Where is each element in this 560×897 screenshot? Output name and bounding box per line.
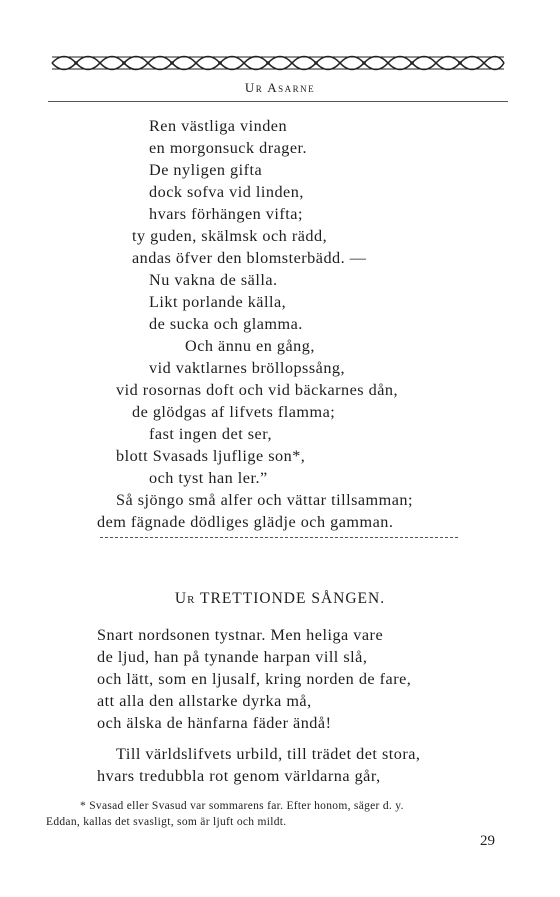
footnote-line: Eddan, kallas det svasligt, som är ljuft och mildt. [46,816,287,828]
poem-line: de sucka och glamma. [149,315,303,333]
section-divider [100,537,458,538]
stanza-line: hvars tredubbla rot genom världarna går, [97,767,381,785]
running-head: Ur Asarne [244,80,316,95]
page-number: 29 [480,833,495,849]
closing-line: dem fägnade dödliges glädje och gamman. [97,513,394,531]
header-rule [48,101,508,102]
stanza-line: Till världslifvets urbild, till trädet det stora, [116,745,421,763]
poem-line: de glödgas af lifvets flamma; [132,403,336,421]
stanza-line: att alla den allstarke dyrka må, [97,692,312,710]
poem-line: hvars förhängen vifta; [149,205,303,223]
stanza-line: och lätt, som en ljusalf, kring norden de fare, [97,670,412,688]
poem-line: Ren västliga vinden [149,117,288,135]
footnote-line: * Svasad eller Svasud var sommarens far. Efter honom, säger d. y. [80,800,404,812]
section-title-text: TRETTIONDE SÅNGEN. [195,590,386,607]
poem-line: en morgonsuck drager. [149,139,308,157]
poem-line: Och ännu en gång, [185,337,315,355]
closing-line: Så sjöngo små alfer och vättar tillsamman; [116,491,414,509]
poem-line: fast ingen det ser, [149,425,273,443]
stanza-line: och älska de hänfarna fäder ändå! [97,714,332,732]
section-title-prefix: Ur [174,590,196,607]
poem-line: vid rosornas doft och vid bäckarnes dån, [116,381,399,399]
poem-line: blott Svasads ljuflige son*, [116,447,306,465]
poem-line: Nu vakna de sälla. [149,271,278,289]
poem-line: ty guden, skälmsk och rädd, [132,227,328,245]
decorative-ornament-band [48,50,508,76]
poem-line: Likt porlande källa, [149,293,287,311]
stanza-line: de ljud, han på tynande harpan vill slå, [97,648,368,666]
poem-line: De nyligen gifta [149,161,263,179]
section-title [0,590,560,608]
stanza-line: Snart nordsonen tystnar. Men heliga vare [97,626,384,644]
poem-line: vid vaktlarnes bröllopssång, [149,359,346,377]
poem-line: och tyst han ler.” [149,469,268,487]
poem-line: andas öfver den blomsterbädd. — [132,249,367,267]
poem-line: dock sofva vid linden, [149,183,304,201]
